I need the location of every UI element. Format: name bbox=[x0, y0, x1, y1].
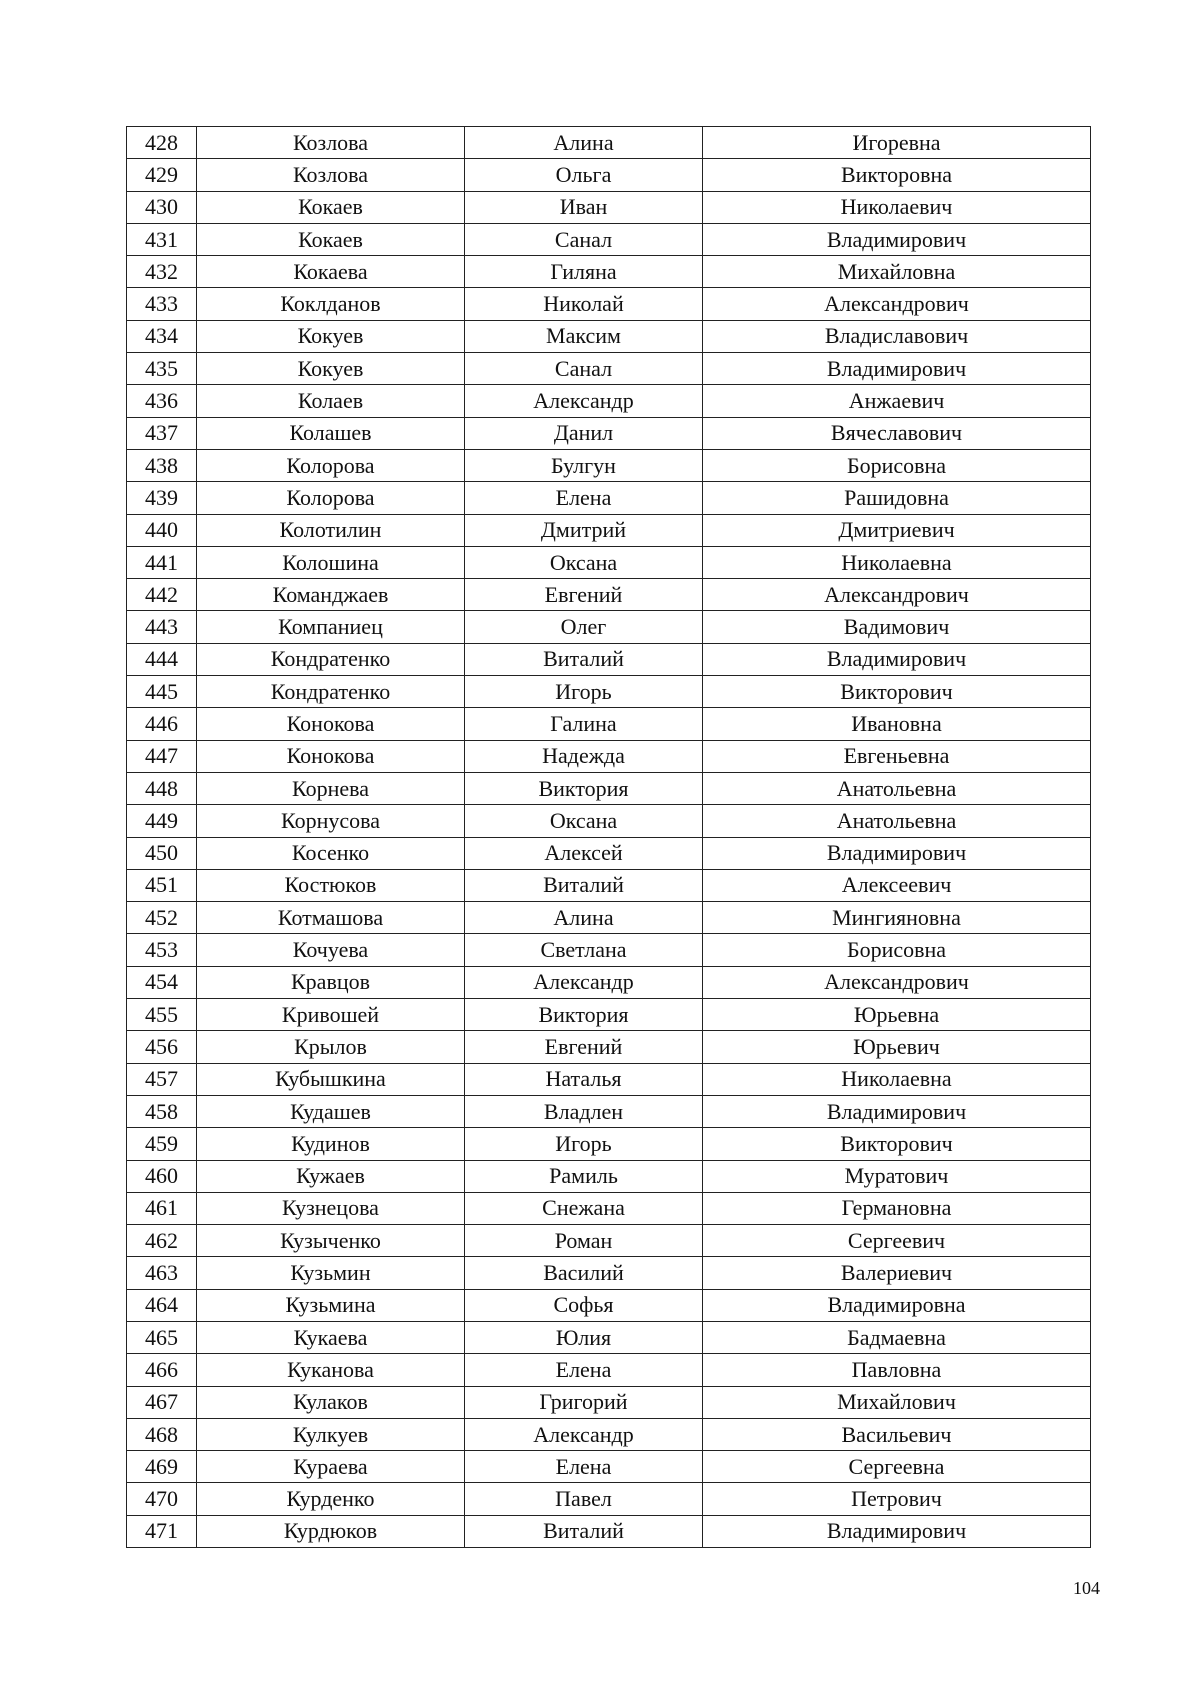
patronymic-cell: Евгеньевна bbox=[703, 740, 1091, 772]
last-name-cell: Курденко bbox=[197, 1483, 465, 1515]
table-row bbox=[127, 288, 1091, 320]
patronymic-cell: Викторович bbox=[703, 1128, 1091, 1160]
row-number-cell: 438 bbox=[127, 449, 197, 481]
last-name-cell: Компаниец bbox=[197, 611, 465, 643]
last-name-cell: Колаев bbox=[197, 385, 465, 417]
row-number-cell: 456 bbox=[127, 1031, 197, 1063]
row-number-cell: 458 bbox=[127, 1095, 197, 1127]
first-name-cell: Санал bbox=[465, 223, 703, 255]
row-number-cell: 433 bbox=[127, 288, 197, 320]
last-name-cell: Колорова bbox=[197, 449, 465, 481]
table-row bbox=[127, 643, 1091, 675]
table-row bbox=[127, 353, 1091, 385]
last-name-cell: Коклданов bbox=[197, 288, 465, 320]
last-name-cell: Косенко bbox=[197, 837, 465, 869]
first-name-cell: Алексей bbox=[465, 837, 703, 869]
first-name-cell: Николай bbox=[465, 288, 703, 320]
patronymic-cell: Владимирович bbox=[703, 643, 1091, 675]
table-row bbox=[127, 1031, 1091, 1063]
last-name-cell: Кузьмин bbox=[197, 1257, 465, 1289]
table-row bbox=[127, 159, 1091, 191]
patronymic-cell: Сергеевич bbox=[703, 1225, 1091, 1257]
table-row bbox=[127, 772, 1091, 804]
table-row bbox=[127, 127, 1091, 159]
row-number-cell: 457 bbox=[127, 1063, 197, 1095]
first-name-cell: Дмитрий bbox=[465, 514, 703, 546]
patronymic-cell: Михайловна bbox=[703, 256, 1091, 288]
patronymic-cell: Николаевич bbox=[703, 191, 1091, 223]
patronymic-cell: Викторовна bbox=[703, 159, 1091, 191]
last-name-cell: Кочуева bbox=[197, 934, 465, 966]
patronymic-cell: Петрович bbox=[703, 1483, 1091, 1515]
last-name-cell: Кураева bbox=[197, 1451, 465, 1483]
patronymic-cell: Павловна bbox=[703, 1354, 1091, 1386]
first-name-cell: Светлана bbox=[465, 934, 703, 966]
table-row bbox=[127, 546, 1091, 578]
patronymic-cell: Бадмаевна bbox=[703, 1321, 1091, 1353]
table-row bbox=[127, 676, 1091, 708]
first-name-cell: Алина bbox=[465, 127, 703, 159]
last-name-cell: Козлова bbox=[197, 159, 465, 191]
table-row bbox=[127, 1451, 1091, 1483]
row-number-cell: 455 bbox=[127, 999, 197, 1031]
first-name-cell: Виталий bbox=[465, 1515, 703, 1547]
row-number-cell: 440 bbox=[127, 514, 197, 546]
last-name-cell: Кузыченко bbox=[197, 1225, 465, 1257]
table-row bbox=[127, 934, 1091, 966]
table-row bbox=[127, 999, 1091, 1031]
first-name-cell: Евгений bbox=[465, 579, 703, 611]
first-name-cell: Санал bbox=[465, 353, 703, 385]
table-row bbox=[127, 805, 1091, 837]
last-name-cell: Куканова bbox=[197, 1354, 465, 1386]
last-name-cell: Команджаев bbox=[197, 579, 465, 611]
first-name-cell: Виталий bbox=[465, 643, 703, 675]
patronymic-cell: Игоревна bbox=[703, 127, 1091, 159]
last-name-cell: Кокуев bbox=[197, 320, 465, 352]
last-name-cell: Кузнецова bbox=[197, 1192, 465, 1224]
patronymic-cell: Вячеславович bbox=[703, 417, 1091, 449]
first-name-cell: Оксана bbox=[465, 546, 703, 578]
patronymic-cell: Валериевич bbox=[703, 1257, 1091, 1289]
first-name-cell: Александр bbox=[465, 385, 703, 417]
patronymic-cell: Рашидовна bbox=[703, 482, 1091, 514]
row-number-cell: 452 bbox=[127, 902, 197, 934]
table-row bbox=[127, 1063, 1091, 1095]
first-name-cell: Виктория bbox=[465, 772, 703, 804]
row-number-cell: 464 bbox=[127, 1289, 197, 1321]
table-row bbox=[127, 1225, 1091, 1257]
last-name-cell: Курдюков bbox=[197, 1515, 465, 1547]
row-number-cell: 459 bbox=[127, 1128, 197, 1160]
first-name-cell: Олег bbox=[465, 611, 703, 643]
first-name-cell: Григорий bbox=[465, 1386, 703, 1418]
row-number-cell: 448 bbox=[127, 772, 197, 804]
row-number-cell: 462 bbox=[127, 1225, 197, 1257]
last-name-cell: Кокаев bbox=[197, 223, 465, 255]
table-row bbox=[127, 191, 1091, 223]
patronymic-cell: Дмитриевич bbox=[703, 514, 1091, 546]
first-name-cell: Александр bbox=[465, 1418, 703, 1450]
table-row bbox=[127, 837, 1091, 869]
first-name-cell: Елена bbox=[465, 1354, 703, 1386]
last-name-cell: Кондратенко bbox=[197, 643, 465, 675]
first-name-cell: Булгун bbox=[465, 449, 703, 481]
patronymic-cell: Владиславович bbox=[703, 320, 1091, 352]
patronymic-cell: Анжаевич bbox=[703, 385, 1091, 417]
first-name-cell: Василий bbox=[465, 1257, 703, 1289]
patronymic-cell: Муратович bbox=[703, 1160, 1091, 1192]
row-number-cell: 470 bbox=[127, 1483, 197, 1515]
first-name-cell: Данил bbox=[465, 417, 703, 449]
last-name-cell: Кубышкина bbox=[197, 1063, 465, 1095]
row-number-cell: 451 bbox=[127, 869, 197, 901]
first-name-cell: Иван bbox=[465, 191, 703, 223]
last-name-cell: Кузьмина bbox=[197, 1289, 465, 1321]
first-name-cell: Снежана bbox=[465, 1192, 703, 1224]
row-number-cell: 469 bbox=[127, 1451, 197, 1483]
patronymic-cell: Сергеевна bbox=[703, 1451, 1091, 1483]
last-name-cell: Кокаев bbox=[197, 191, 465, 223]
row-number-cell: 436 bbox=[127, 385, 197, 417]
first-name-cell: Виталий bbox=[465, 869, 703, 901]
table-row bbox=[127, 611, 1091, 643]
patronymic-cell: Васильевич bbox=[703, 1418, 1091, 1450]
last-name-cell: Крылов bbox=[197, 1031, 465, 1063]
patronymic-cell: Михайлович bbox=[703, 1386, 1091, 1418]
patronymic-cell: Алексеевич bbox=[703, 869, 1091, 901]
first-name-cell: Роман bbox=[465, 1225, 703, 1257]
patronymic-cell: Владимирович bbox=[703, 1095, 1091, 1127]
row-number-cell: 439 bbox=[127, 482, 197, 514]
first-name-cell: Александр bbox=[465, 966, 703, 998]
row-number-cell: 430 bbox=[127, 191, 197, 223]
patronymic-cell: Юрьевна bbox=[703, 999, 1091, 1031]
patronymic-cell: Юрьевич bbox=[703, 1031, 1091, 1063]
row-number-cell: 471 bbox=[127, 1515, 197, 1547]
row-number-cell: 444 bbox=[127, 643, 197, 675]
first-name-cell: Игорь bbox=[465, 676, 703, 708]
first-name-cell: Надежда bbox=[465, 740, 703, 772]
last-name-cell: Колорова bbox=[197, 482, 465, 514]
first-name-cell: Елена bbox=[465, 1451, 703, 1483]
row-number-cell: 449 bbox=[127, 805, 197, 837]
page-number: 104 bbox=[1073, 1578, 1100, 1598]
row-number-cell: 447 bbox=[127, 740, 197, 772]
row-number-cell: 432 bbox=[127, 256, 197, 288]
table-row bbox=[127, 1128, 1091, 1160]
first-name-cell: Юлия bbox=[465, 1321, 703, 1353]
patronymic-cell: Владимирович bbox=[703, 837, 1091, 869]
last-name-cell: Кондратенко bbox=[197, 676, 465, 708]
table-row bbox=[127, 740, 1091, 772]
table-row bbox=[127, 417, 1091, 449]
last-name-cell: Кокаева bbox=[197, 256, 465, 288]
last-name-cell: Кривошей bbox=[197, 999, 465, 1031]
patronymic-cell: Владимировна bbox=[703, 1289, 1091, 1321]
row-number-cell: 446 bbox=[127, 708, 197, 740]
table-row bbox=[127, 482, 1091, 514]
last-name-cell: Кравцов bbox=[197, 966, 465, 998]
last-name-cell: Кужаев bbox=[197, 1160, 465, 1192]
first-name-cell: Виктория bbox=[465, 999, 703, 1031]
row-number-cell: 428 bbox=[127, 127, 197, 159]
patronymic-cell: Ивановна bbox=[703, 708, 1091, 740]
first-name-cell: Владлен bbox=[465, 1095, 703, 1127]
last-name-cell: Козлова bbox=[197, 127, 465, 159]
first-name-cell: Алина bbox=[465, 902, 703, 934]
last-name-cell: Корнева bbox=[197, 772, 465, 804]
row-number-cell: 445 bbox=[127, 676, 197, 708]
last-name-cell: Костюков bbox=[197, 869, 465, 901]
row-number-cell: 466 bbox=[127, 1354, 197, 1386]
last-name-cell: Корнусова bbox=[197, 805, 465, 837]
table-row bbox=[127, 708, 1091, 740]
table-row bbox=[127, 902, 1091, 934]
table-row bbox=[127, 579, 1091, 611]
row-number-cell: 442 bbox=[127, 579, 197, 611]
patronymic-cell: Александрович bbox=[703, 966, 1091, 998]
first-name-cell: Игорь bbox=[465, 1128, 703, 1160]
last-name-cell: Кудашев bbox=[197, 1095, 465, 1127]
table-row bbox=[127, 1289, 1091, 1321]
first-name-cell: Гиляна bbox=[465, 256, 703, 288]
table-row bbox=[127, 514, 1091, 546]
patronymic-cell: Николаевна bbox=[703, 1063, 1091, 1095]
last-name-cell: Конокова bbox=[197, 708, 465, 740]
patronymic-cell: Николаевна bbox=[703, 546, 1091, 578]
row-number-cell: 429 bbox=[127, 159, 197, 191]
patronymic-cell: Владимирович bbox=[703, 1515, 1091, 1547]
row-number-cell: 461 bbox=[127, 1192, 197, 1224]
row-number-cell: 465 bbox=[127, 1321, 197, 1353]
row-number-cell: 463 bbox=[127, 1257, 197, 1289]
table-row bbox=[127, 1354, 1091, 1386]
first-name-cell: Ольга bbox=[465, 159, 703, 191]
patronymic-cell: Александрович bbox=[703, 288, 1091, 320]
patronymic-cell: Вадимович bbox=[703, 611, 1091, 643]
table-row bbox=[127, 256, 1091, 288]
row-number-cell: 453 bbox=[127, 934, 197, 966]
first-name-cell: Елена bbox=[465, 482, 703, 514]
first-name-cell: Евгений bbox=[465, 1031, 703, 1063]
first-name-cell: Оксана bbox=[465, 805, 703, 837]
last-name-cell: Колотилин bbox=[197, 514, 465, 546]
row-number-cell: 454 bbox=[127, 966, 197, 998]
row-number-cell: 450 bbox=[127, 837, 197, 869]
row-number-cell: 437 bbox=[127, 417, 197, 449]
last-name-cell: Котмашова bbox=[197, 902, 465, 934]
patronymic-cell: Борисовна bbox=[703, 934, 1091, 966]
table-row bbox=[127, 1257, 1091, 1289]
patronymic-cell: Владимирович bbox=[703, 223, 1091, 255]
row-number-cell: 441 bbox=[127, 546, 197, 578]
table-row bbox=[127, 1160, 1091, 1192]
row-number-cell: 467 bbox=[127, 1386, 197, 1418]
last-name-cell: Кулаков bbox=[197, 1386, 465, 1418]
last-name-cell: Кулкуев bbox=[197, 1418, 465, 1450]
table-row bbox=[127, 385, 1091, 417]
patronymic-cell: Германовна bbox=[703, 1192, 1091, 1224]
table-row bbox=[127, 1418, 1091, 1450]
names-table-body bbox=[127, 127, 1091, 1548]
patronymic-cell: Анатольевна bbox=[703, 805, 1091, 837]
patronymic-cell: Владимирович bbox=[703, 353, 1091, 385]
last-name-cell: Кудинов bbox=[197, 1128, 465, 1160]
first-name-cell: Рамиль bbox=[465, 1160, 703, 1192]
table-row bbox=[127, 1483, 1091, 1515]
table-row bbox=[127, 320, 1091, 352]
last-name-cell: Колошина bbox=[197, 546, 465, 578]
first-name-cell: Максим bbox=[465, 320, 703, 352]
last-name-cell: Кукаева bbox=[197, 1321, 465, 1353]
table-row bbox=[127, 1192, 1091, 1224]
row-number-cell: 460 bbox=[127, 1160, 197, 1192]
first-name-cell: Галина bbox=[465, 708, 703, 740]
patronymic-cell: Анатольевна bbox=[703, 772, 1091, 804]
row-number-cell: 468 bbox=[127, 1418, 197, 1450]
table-row bbox=[127, 1095, 1091, 1127]
last-name-cell: Кокуев bbox=[197, 353, 465, 385]
patronymic-cell: Александрович bbox=[703, 579, 1091, 611]
table-row bbox=[127, 1386, 1091, 1418]
row-number-cell: 443 bbox=[127, 611, 197, 643]
first-name-cell: Павел bbox=[465, 1483, 703, 1515]
last-name-cell: Колашев bbox=[197, 417, 465, 449]
row-number-cell: 434 bbox=[127, 320, 197, 352]
patronymic-cell: Мингияновна bbox=[703, 902, 1091, 934]
table-row bbox=[127, 869, 1091, 901]
table-row bbox=[127, 966, 1091, 998]
table-row bbox=[127, 449, 1091, 481]
names-table bbox=[126, 126, 1091, 1548]
row-number-cell: 435 bbox=[127, 353, 197, 385]
table-row bbox=[127, 223, 1091, 255]
patronymic-cell: Викторович bbox=[703, 676, 1091, 708]
first-name-cell: Наталья bbox=[465, 1063, 703, 1095]
table-row bbox=[127, 1515, 1091, 1547]
table-row bbox=[127, 1321, 1091, 1353]
patronymic-cell: Борисовна bbox=[703, 449, 1091, 481]
first-name-cell: Софья bbox=[465, 1289, 703, 1321]
last-name-cell: Конокова bbox=[197, 740, 465, 772]
row-number-cell: 431 bbox=[127, 223, 197, 255]
